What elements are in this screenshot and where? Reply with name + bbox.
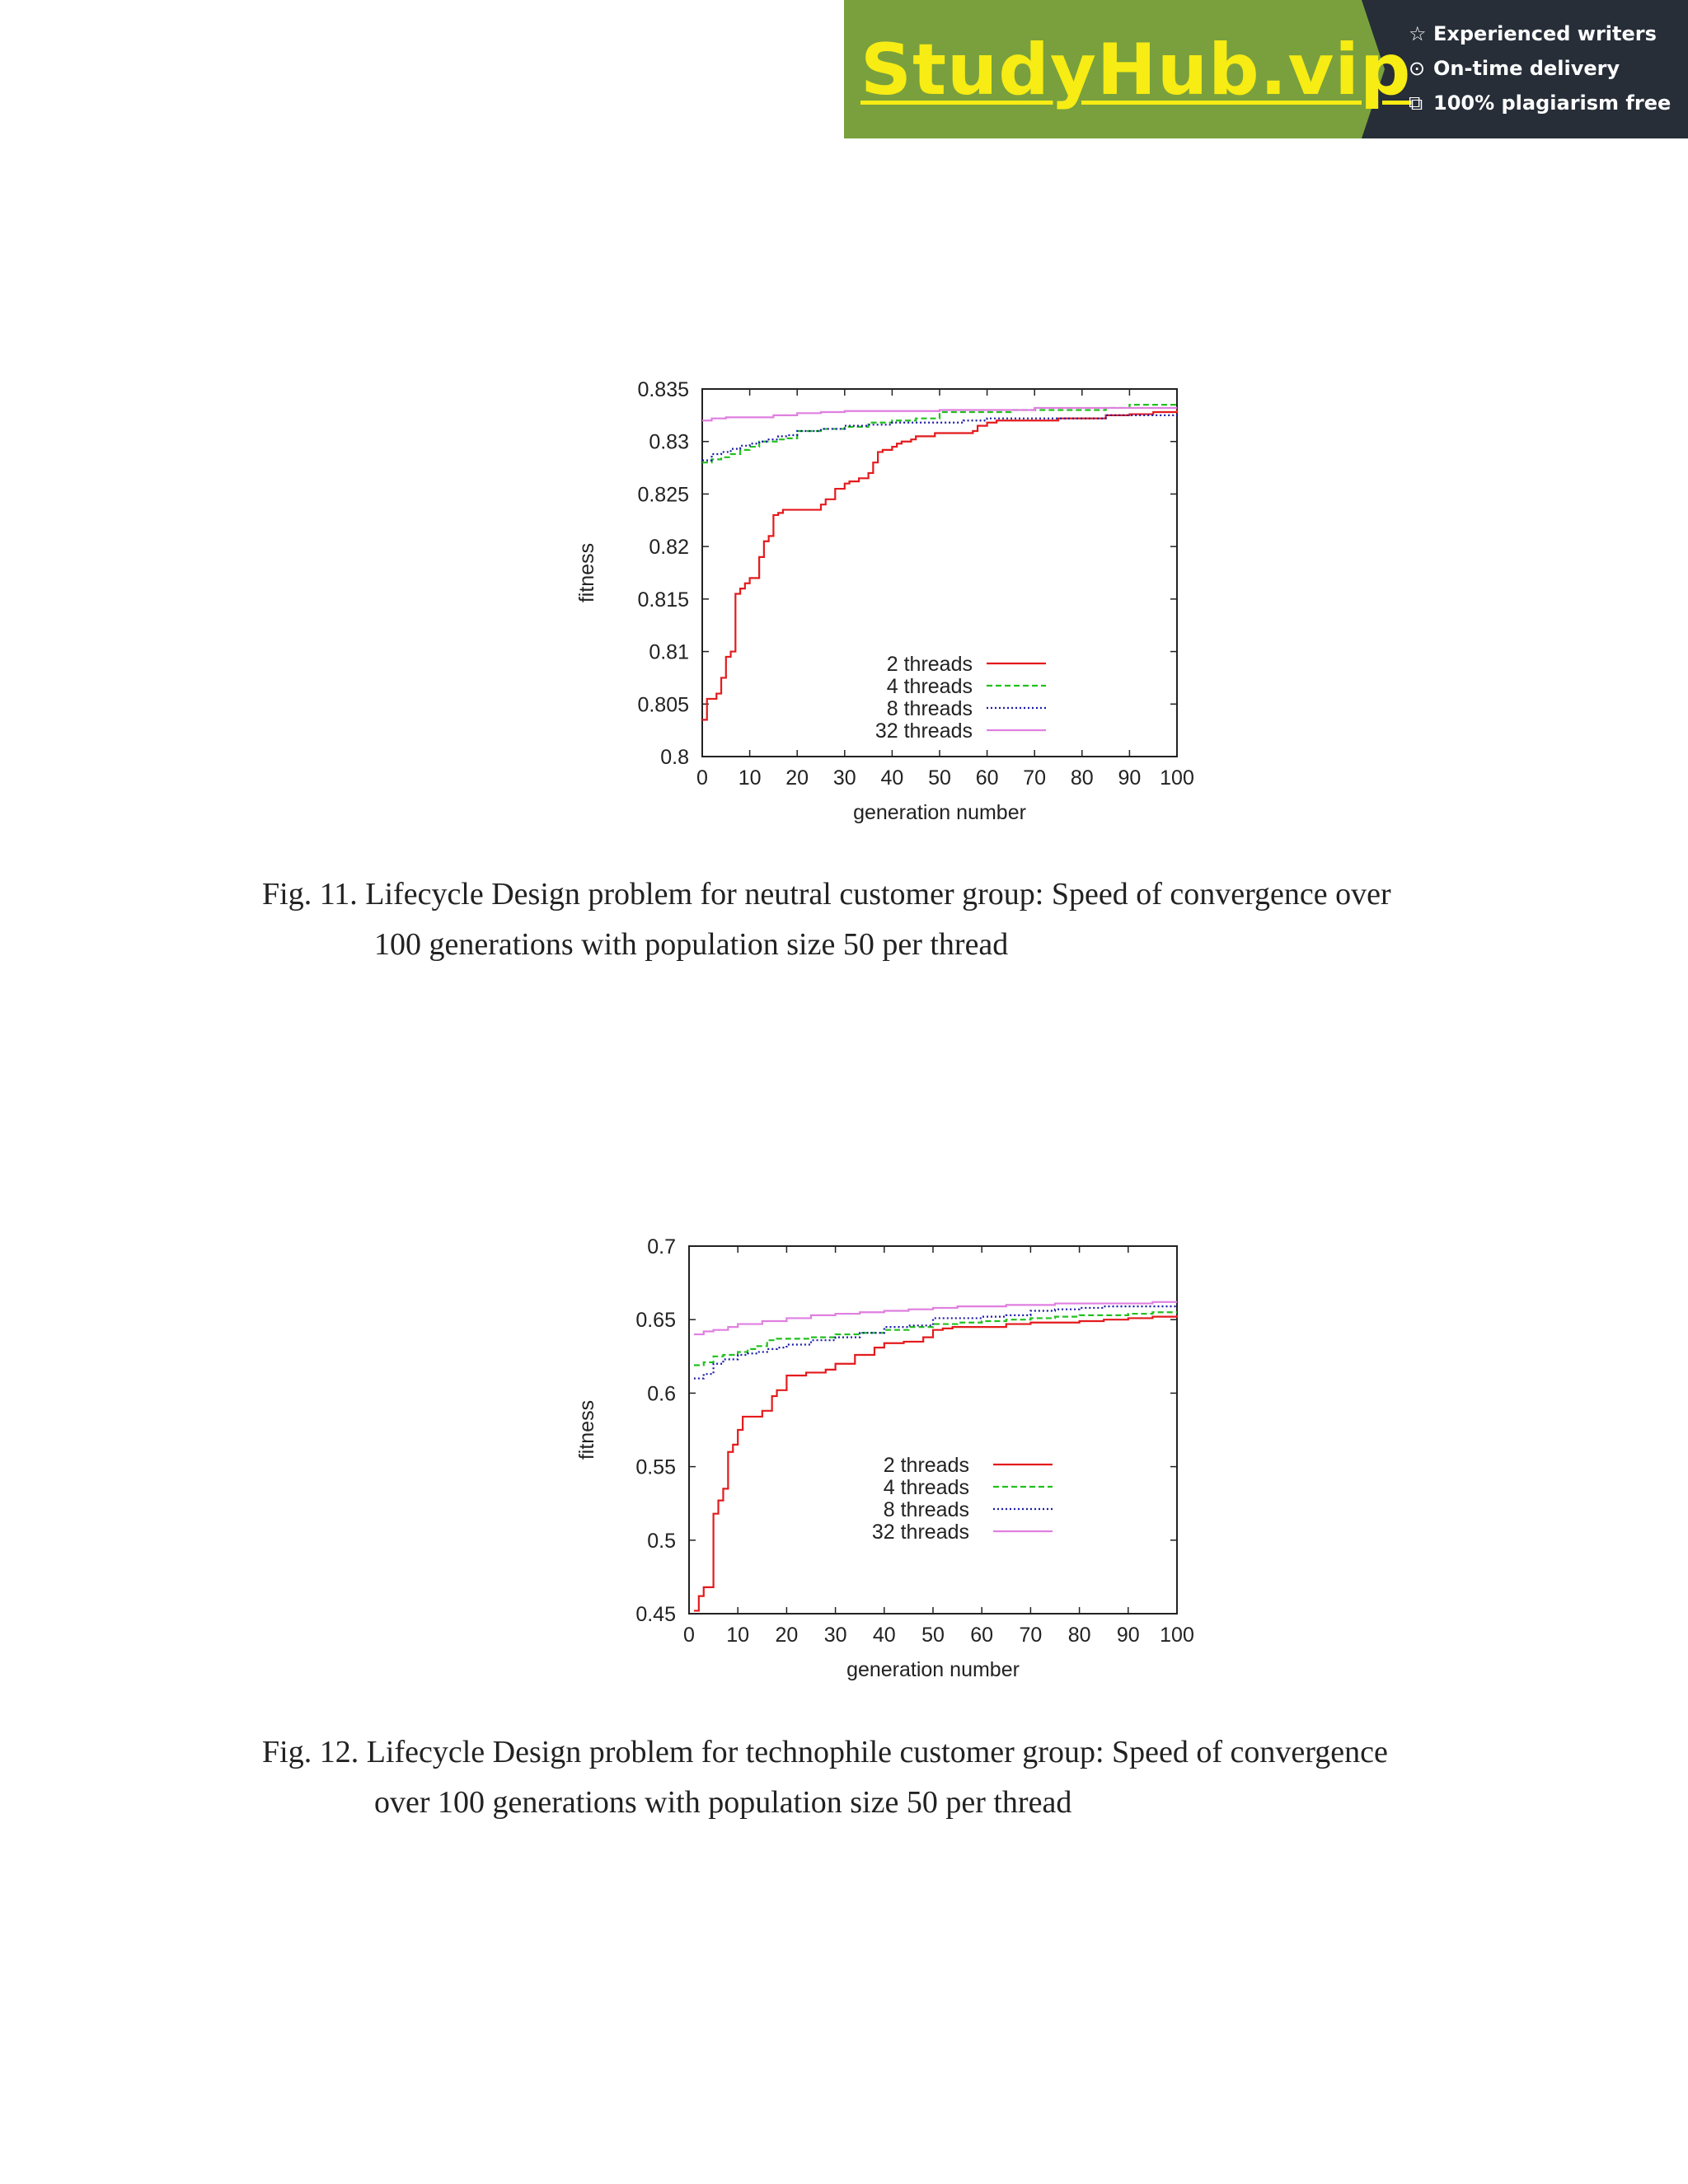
- x-tick-label: 80: [1067, 1624, 1091, 1647]
- x-tick-label: 90: [1116, 1624, 1140, 1647]
- series-line-8-threads: [702, 415, 1177, 461]
- x-tick-label: 100: [1160, 1624, 1194, 1647]
- x-tick-label: 10: [738, 766, 762, 790]
- feature-label: 100% plagiarism free: [1433, 91, 1672, 115]
- y-tick-label: 0.83: [649, 430, 689, 454]
- x-axis-label: generation number: [846, 1658, 1020, 1681]
- y-tick-label: 0.6: [647, 1382, 676, 1406]
- legend-label: 4 threads: [883, 1476, 969, 1499]
- x-tick-label: 30: [832, 766, 856, 790]
- x-tick-label: 40: [872, 1624, 896, 1647]
- x-tick-label: 0: [683, 1624, 695, 1647]
- x-tick-label: 70: [1023, 766, 1047, 790]
- y-tick-label: 0.815: [637, 588, 689, 612]
- studyhub-banner[interactable]: [844, 0, 1688, 138]
- x-tick-label: 60: [970, 1624, 994, 1647]
- x-axis-label: generation number: [853, 801, 1026, 824]
- x-tick-label: 0: [696, 766, 708, 790]
- y-tick-label: 0.81: [649, 640, 689, 664]
- legend-label: 2 threads: [883, 1454, 969, 1477]
- x-tick-label: 50: [928, 766, 951, 790]
- y-tick-label: 0.7: [647, 1235, 676, 1258]
- x-tick-label: 40: [880, 766, 904, 790]
- clock-icon: ⊙: [1409, 57, 1426, 80]
- x-tick-label: 100: [1160, 766, 1194, 790]
- figure-12-caption: [262, 1727, 1465, 1828]
- caption-line: 100 generations with population size 50 per thread: [374, 927, 1009, 962]
- y-tick-label: 0.825: [637, 483, 689, 507]
- y-tick-label: 0.8: [660, 746, 689, 769]
- feature-label: On-time delivery: [1433, 57, 1620, 80]
- x-tick-label: 20: [785, 766, 809, 790]
- legend-label: 32 threads: [874, 719, 973, 743]
- y-tick-label: 0.835: [637, 378, 689, 401]
- plot-frame: [689, 1246, 1177, 1614]
- y-tick-label: 0.82: [649, 536, 689, 560]
- figure-12-chart: [0, 1212, 1688, 1706]
- y-tick-label: 0.5: [647, 1529, 676, 1553]
- y-tick-label: 0.805: [637, 693, 689, 717]
- caption-line: Fig. 12. Lifecycle Design problem for technophile customer group: Speed of convergence: [262, 1735, 1388, 1769]
- studyhub-logo[interactable]: StudyHub.vip: [860, 29, 1412, 111]
- feature-plagiarism-free: [1409, 91, 1671, 115]
- legend-label: 32 threads: [871, 1521, 969, 1544]
- x-tick-label: 20: [775, 1624, 799, 1647]
- legend-label: 4 threads: [886, 675, 973, 698]
- x-tick-label: 10: [726, 1624, 750, 1647]
- figure-11-caption: [262, 869, 1465, 970]
- x-tick-label: 60: [975, 766, 999, 790]
- y-tick-label: 0.65: [635, 1309, 676, 1333]
- star-outline-icon: ☆: [1409, 22, 1427, 45]
- feature-experienced-writers: [1409, 22, 1657, 45]
- x-tick-label: 90: [1118, 766, 1142, 790]
- x-tick-label: 80: [1070, 766, 1094, 790]
- figure-11-chart: [0, 354, 1688, 849]
- series-line-8-threads: [694, 1305, 1177, 1378]
- y-tick-label: 0.45: [635, 1603, 676, 1626]
- feature-on-time-delivery: [1409, 57, 1620, 80]
- legend-label: 8 threads: [886, 697, 973, 720]
- x-tick-label: 70: [1019, 1624, 1043, 1647]
- legend-label: 2 threads: [886, 653, 973, 676]
- x-tick-label: 30: [823, 1624, 847, 1647]
- copy-icon: ⧉: [1409, 91, 1423, 115]
- caption-line: over 100 generations with population size 50 per thread: [374, 1785, 1072, 1820]
- feature-label: Experienced writers: [1433, 22, 1657, 45]
- y-axis-label: fitness: [575, 1399, 598, 1460]
- legend-label: 8 threads: [883, 1498, 969, 1521]
- caption-line: Fig. 11. Lifecycle Design problem for neutral customer group: Speed of convergence over: [262, 877, 1391, 912]
- y-tick-label: 0.55: [635, 1455, 676, 1479]
- x-tick-label: 50: [921, 1624, 945, 1647]
- y-axis-label: fitness: [575, 542, 598, 603]
